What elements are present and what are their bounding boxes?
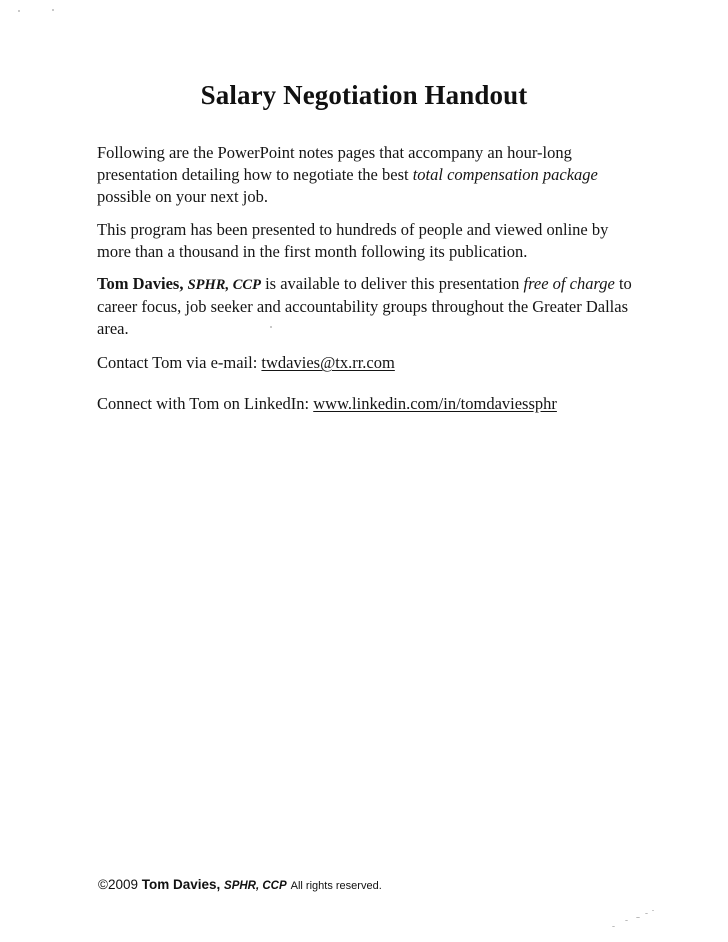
email-link[interactable]: twdavies@tx.rr.com: [261, 353, 395, 372]
scan-speck: [18, 10, 20, 12]
availability-text-middle: is available to deliver this presentation: [260, 274, 524, 293]
program-paragraph: This program has been presented to hundreds of people and viewed online by more than a thousand in the first month following its publication.: [97, 220, 609, 261]
footer-name: Tom Davies,: [141, 877, 221, 892]
scan-speck: [625, 920, 628, 921]
footer-copyright: [98, 877, 382, 892]
intro-text-after: possible on your next job.: [97, 187, 268, 206]
linkedin-link[interactable]: www.linkedin.com/in/tomdaviessphr: [313, 394, 557, 413]
contact-line: [97, 352, 637, 374]
scan-speck: [270, 326, 272, 328]
presenter-credentials: SPHR, CCP: [187, 277, 261, 293]
copyright-symbol-year: ©2009: [98, 877, 142, 892]
intro-paragraph: [97, 142, 637, 208]
linkedin-label: Connect with Tom on LinkedIn:: [97, 394, 314, 413]
scan-speck: [645, 913, 648, 914]
scan-speck: [652, 910, 654, 911]
linkedin-line: [97, 393, 637, 415]
availability-italic-phrase: free of charge: [523, 274, 615, 293]
availability-paragraph: [97, 273, 637, 340]
availability-text-after: to career focus, job seeker and accountability groups throughout the Greater Dallas area.: [97, 274, 632, 338]
scan-speck: [636, 917, 640, 918]
contact-label: Contact Tom via e-mail:: [97, 353, 262, 372]
footer-credentials: SPHR, CCP: [224, 880, 287, 892]
page-title: Salary Negotiation Handout: [200, 80, 528, 110]
presenter-name: Tom Davies,: [97, 274, 184, 293]
scan-speck: [52, 9, 54, 11]
scan-speck: [612, 926, 615, 927]
intro-text-before: Following are the PowerPoint notes pages that accompany an hour-long presentation detailing how to negotiate the best: [97, 143, 572, 184]
footer-rights: All rights reserved.: [290, 880, 382, 892]
intro-italic-phrase: total compensation package: [412, 165, 598, 184]
